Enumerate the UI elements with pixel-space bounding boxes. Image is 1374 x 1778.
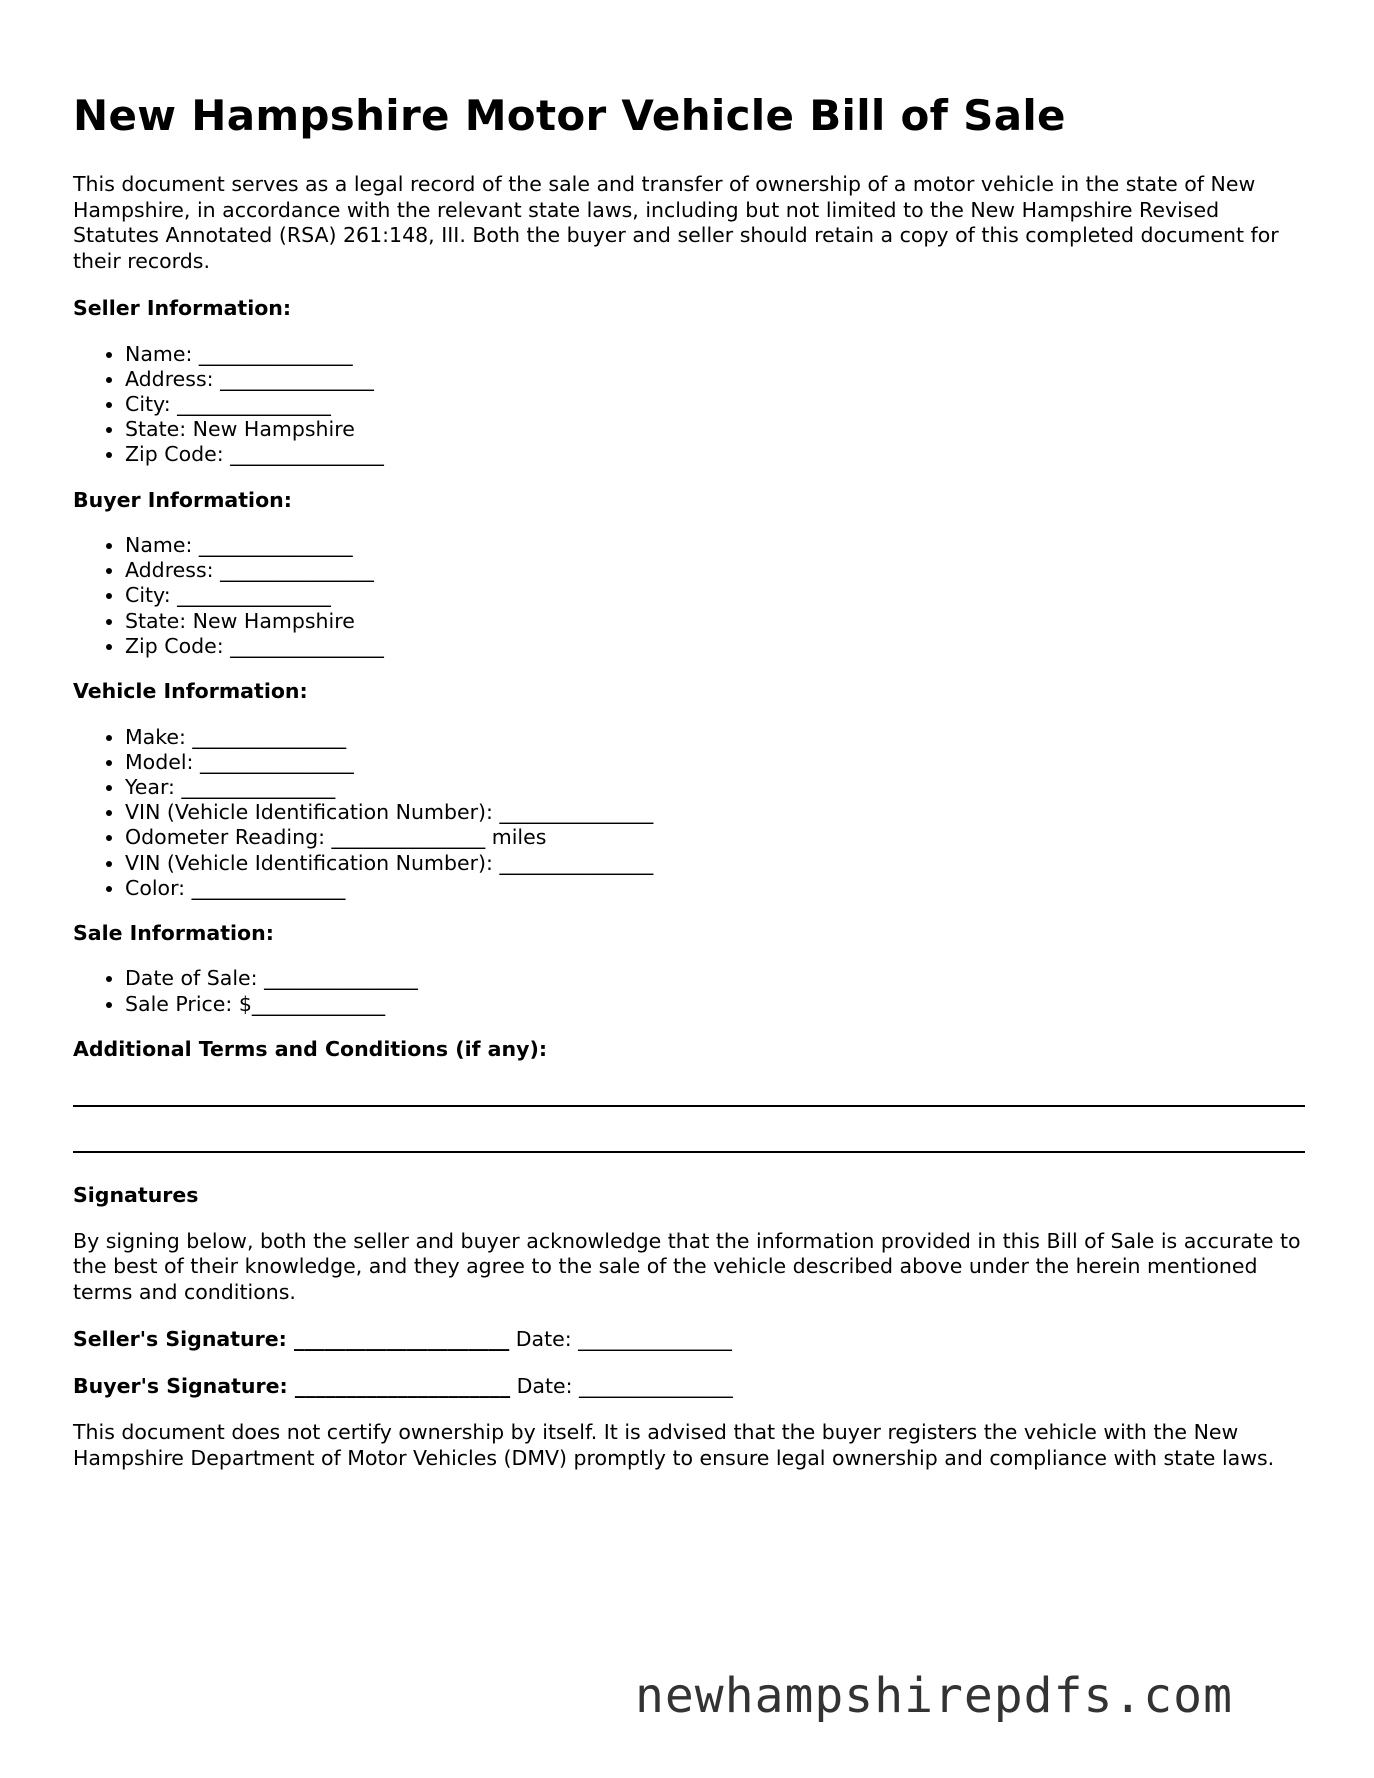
signatures-paragraph: By signing below, both the seller and buyer acknowledge that the information provided in this Bill of Sale is accurate to the best of their knowledge, and they agree to the sale of the vehicle described above under the herein mentioned terms and conditions. <box>73 1228 1301 1304</box>
seller-signature-label: Seller's Signature: _____________________ <box>73 1327 510 1352</box>
document-title: New Hampshire Motor Vehicle Bill of Sale <box>73 91 1066 140</box>
seller-address-field: • Address: _______________ <box>125 367 1305 392</box>
seller-city-field: • City: _______________ <box>125 392 1305 417</box>
sale-list <box>73 966 1305 1016</box>
buyer-zip-field: • Zip Code: _______________ <box>125 634 1305 659</box>
vehicle-year-field: • Year: _______________ <box>125 775 1305 800</box>
sale-date-field: • Date of Sale: _______________ <box>125 966 1305 991</box>
vehicle-color-field: • Color: _______________ <box>125 876 1305 901</box>
buyer-heading: Buyer Information: <box>73 487 292 512</box>
footer-note: This document does not certify ownership by itself. It is advised that the buyer registers the vehicle with the New Hampshire Department of Motor Vehicles (DMV) promptly to ensure legal ownership and compliance with state laws. <box>73 1420 1275 1470</box>
buyer-list <box>73 533 1305 659</box>
vehicle-odometer-field: • Odometer Reading: _______________ miles <box>125 825 1305 850</box>
buyer-address-field: • Address: _______________ <box>125 558 1305 583</box>
seller-zip-field: • Zip Code: _______________ <box>125 442 1305 467</box>
buyer-city-field: • City: _______________ <box>125 583 1305 608</box>
sale-heading: Sale Information: <box>73 920 274 945</box>
seller-state-field: • State: New Hampshire <box>125 417 1305 442</box>
signatures-heading: Signatures <box>73 1183 199 1208</box>
terms-line-2 <box>73 1151 1305 1153</box>
buyer-signature-date: Date: _______________ <box>510 1373 733 1398</box>
buyer-name-field: • Name: _______________ <box>125 533 1305 558</box>
seller-heading: Seller Information: <box>73 296 292 320</box>
seller-list <box>73 342 1305 468</box>
vehicle-make-field: • Make: _______________ <box>125 725 1305 750</box>
vehicle-vin-field: • VIN (Vehicle Identification Number): _______________ <box>125 800 1305 825</box>
vehicle-vin-field-repeat: • VIN (Vehicle Identification Number): _______________ <box>125 851 1305 876</box>
intro-paragraph: This document serves as a legal record of the sale and transfer of ownership of a motor vehicle in the state of New Hampshire, in accordance with the relevant state laws, including but not limited to the New Hampshire Revised Statutes Annotated (RSA) 261:148, III. Both the buyer and seller should retain a copy of this completed document for their records. <box>73 172 1279 273</box>
vehicle-model-field: • Model: _______________ <box>125 750 1305 775</box>
buyer-signature-label: Buyer's Signature: _____________________ <box>73 1373 511 1398</box>
site-watermark: newhampshirepdfs.com <box>635 1668 1233 1724</box>
buyer-signature-line <box>73 1374 1305 1400</box>
buyer-state-field: • State: New Hampshire <box>125 609 1305 634</box>
vehicle-list <box>73 725 1305 901</box>
additional-terms-heading: Additional Terms and Conditions (if any): <box>73 1036 548 1061</box>
terms-line-1 <box>73 1105 1305 1107</box>
sale-price-field: • Sale Price: $_____________ <box>125 992 1305 1017</box>
seller-signature-date: Date: _______________ <box>509 1327 732 1352</box>
document-page <box>73 88 1305 1493</box>
seller-signature-line <box>73 1327 1305 1353</box>
vehicle-heading: Vehicle Information: <box>73 679 308 704</box>
seller-name-field: • Name: _______________ <box>125 342 1305 367</box>
